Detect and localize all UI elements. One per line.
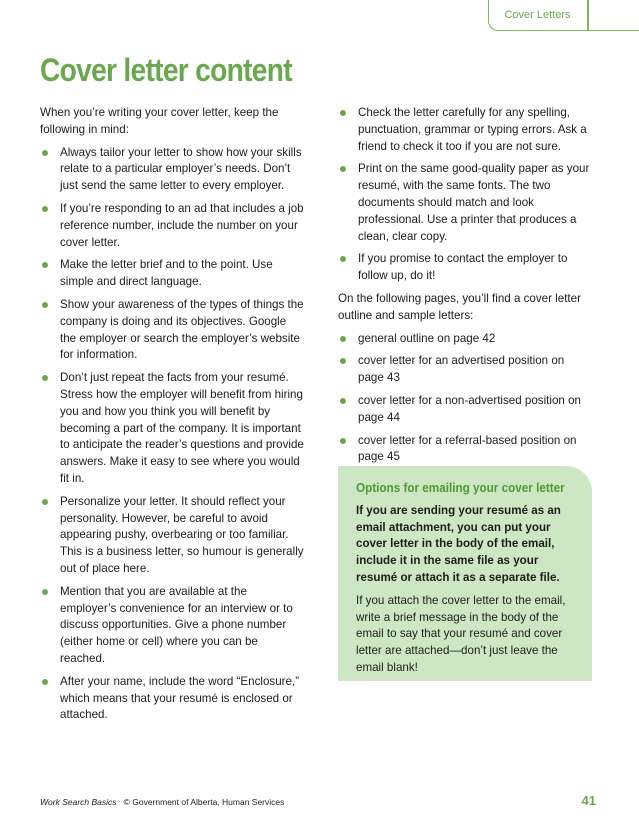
list-item: Show your awareness of the types of things the company is doing and its objectives. Google the employer or search the employer’s website for information. <box>40 297 304 364</box>
left-bullet-list <box>40 145 304 725</box>
bullet-icon <box>42 302 48 308</box>
callout-bold-text: If you are sending your resumé as an email attachment, you can put your cover letter in the body of the email, include it in the same file as your resumé or attach it as a separate file. <box>356 503 561 584</box>
footer <box>40 797 284 807</box>
list-item: Print on the same good-quality paper as your resumé, with the same fonts. The two documents should match and look professional. Use a printer that produces a clean, clear copy. <box>338 161 590 245</box>
right-bullet-list <box>338 105 590 285</box>
footer-copyright: © Government of Alberta, Human Services <box>123 797 285 807</box>
bullet-icon <box>340 398 346 404</box>
bullet-icon <box>42 589 48 595</box>
list-item: Don’t just repeat the facts from your resumé. Stress how the employer will benefit from hiring you and how you think you will benefit by becoming a part of the company. It is important to anticipate the reader’s questions and provide answers. Make it easy to see where you would fit in. <box>40 370 304 488</box>
section-tab-divider <box>587 0 589 31</box>
callout-title: Options for emailing your cover letter <box>356 480 565 495</box>
list-item: Mention that you are available at the employer’s convenience for an interview or to discuss opportunities. Give a phone number (either home or cell) where you can be reached. <box>40 584 304 668</box>
section-tab-label: Cover Letters <box>504 9 571 21</box>
email-options-callout <box>338 466 592 681</box>
bullet-icon <box>340 256 346 262</box>
bullet-icon <box>42 150 48 156</box>
bullet-icon <box>42 262 48 268</box>
list-item: Personalize your letter. It should reflect your personality. However, be careful to avoid appearing pushy, overbearing or too familiar. This is a business letter, so humour is generally out of place here. <box>40 494 304 578</box>
left-column <box>40 105 304 730</box>
bullet-icon <box>42 679 48 685</box>
outline-list <box>338 331 590 467</box>
list-item: cover letter for a referral-based position on page 45 <box>338 433 590 467</box>
list-item: cover letter for a non-advertised position on page 44 <box>338 393 590 427</box>
list-item: If you’re responding to an ad that includes a job reference number, include the number on your cover letter. <box>40 201 304 251</box>
bullet-icon <box>340 358 346 364</box>
page-title: Cover letter content <box>40 52 292 88</box>
bullet-icon <box>340 166 346 172</box>
list-item: Check the letter carefully for any spelling, punctuation, grammar or typing errors. Ask a friend to check it too if you are not sure. <box>338 105 590 155</box>
list-item: Always tailor your letter to show how your skills relate to a particular employer’s needs. Don’t just send the same letter to every employer. <box>40 145 304 195</box>
page-number: 41 <box>581 793 596 808</box>
bullet-icon <box>42 375 48 381</box>
outline-intro: On the following pages, you’ll find a cover letter outline and sample letters: <box>338 291 581 322</box>
bullet-icon <box>340 110 346 116</box>
list-item: Make the letter brief and to the point. Use simple and direct language. <box>40 257 304 291</box>
list-item: cover letter for an advertised position on page 43 <box>338 353 590 387</box>
left-intro: When you’re writing your cover letter, keep the following in mind: <box>40 106 279 136</box>
bullet-icon <box>42 206 48 212</box>
list-item: After your name, include the word “Enclosure,” which means that your resumé is enclosed or attached. <box>40 674 304 724</box>
bullet-icon <box>340 336 346 342</box>
list-item: If you promise to contact the employer to follow up, do it! <box>338 251 590 285</box>
list-item: general outline on page 42 <box>338 331 590 348</box>
footer-publication: Work Search Basics <box>40 797 117 807</box>
bullet-icon <box>340 438 346 444</box>
callout-body-text: If you attach the cover letter to the email, write a brief message in the body of the email to say that your resumé and cover letter are attached—don’t just leave the email blank! <box>356 593 566 674</box>
right-column <box>338 105 590 472</box>
bullet-icon <box>42 499 48 505</box>
